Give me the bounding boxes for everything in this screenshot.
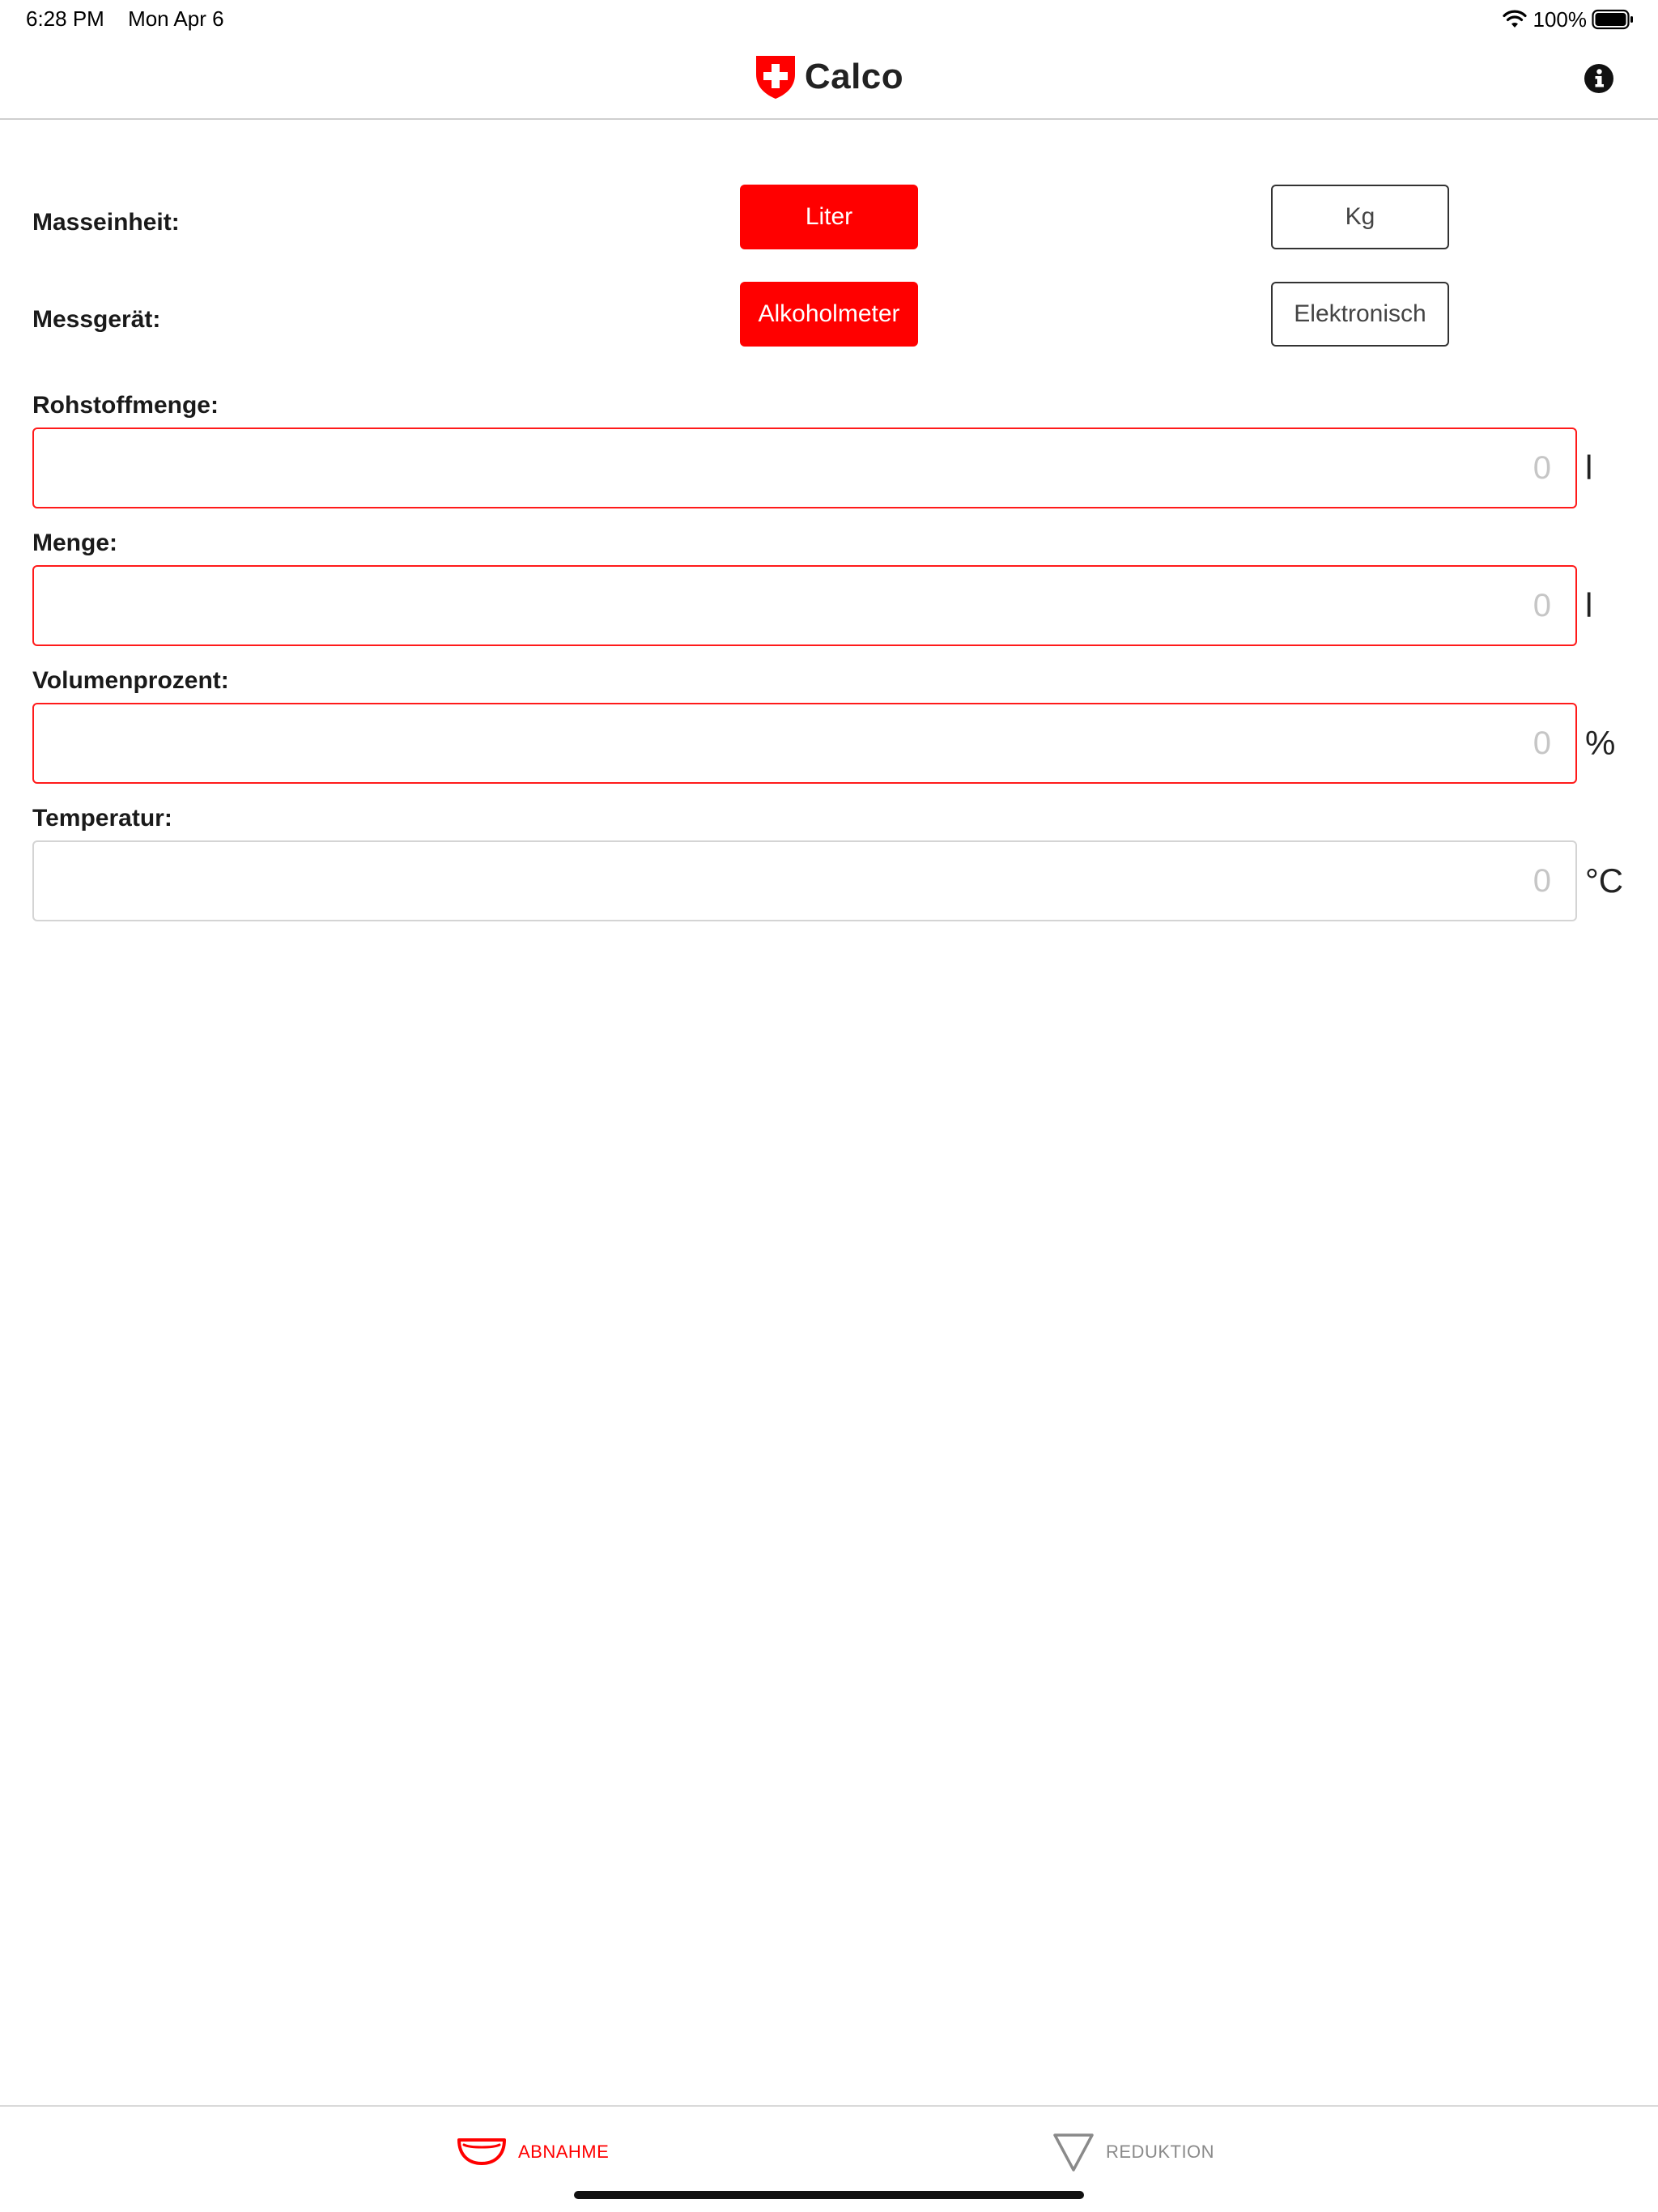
- wifi-icon: [1503, 10, 1527, 29]
- menge-unit: l: [1585, 586, 1593, 624]
- swiss-cross-shield-icon: [755, 53, 797, 100]
- info-icon[interactable]: [1584, 63, 1614, 94]
- liter-button[interactable]: Liter: [740, 185, 918, 249]
- triangle-down-icon: [1052, 2131, 1095, 2173]
- battery-percentage: 100%: [1533, 6, 1587, 32]
- battery-icon: [1592, 9, 1634, 30]
- tab-reduktion-label: REDUKTION: [1106, 2142, 1215, 2162]
- rohstoffmenge-input[interactable]: [32, 428, 1577, 508]
- masseinheit-label: Masseinheit:: [32, 209, 180, 236]
- status-indicators: [1503, 5, 1635, 34]
- app-brand: [0, 53, 1658, 100]
- temperatur-unit: °C: [1585, 861, 1624, 900]
- volumenprozent-input[interactable]: [32, 703, 1577, 784]
- volumenprozent-unit: %: [1585, 724, 1616, 762]
- elektronisch-button[interactable]: Elektronisch: [1271, 282, 1449, 347]
- app-title: Calco: [804, 57, 904, 96]
- volumenprozent-label: Volumenprozent:: [32, 667, 229, 694]
- status-time-date: [26, 6, 224, 32]
- temperatur-input[interactable]: [32, 840, 1577, 921]
- menge-label: Menge:: [32, 530, 117, 556]
- tab-abnahme-label: ABNAHME: [518, 2142, 610, 2162]
- tab-reduktion[interactable]: [1052, 2129, 1214, 2175]
- rohstoffmenge-label: Rohstoffmenge:: [32, 392, 219, 419]
- home-indicator: [574, 2191, 1084, 2199]
- status-time: 6:28 PM: [26, 6, 104, 31]
- alkoholmeter-button[interactable]: Alkoholmeter: [740, 282, 918, 347]
- menge-input[interactable]: [32, 565, 1577, 646]
- nav-bar: [0, 39, 1658, 120]
- kg-button[interactable]: Kg: [1271, 185, 1449, 249]
- temperatur-label: Temperatur:: [32, 805, 172, 832]
- rohstoffmenge-unit: l: [1585, 449, 1593, 487]
- status-bar: [0, 0, 1658, 39]
- messgeraet-label: Messgerät:: [32, 306, 161, 333]
- bowl-icon: [457, 2136, 507, 2168]
- status-date: Mon Apr 6: [128, 6, 224, 31]
- tab-abnahme[interactable]: [457, 2129, 609, 2175]
